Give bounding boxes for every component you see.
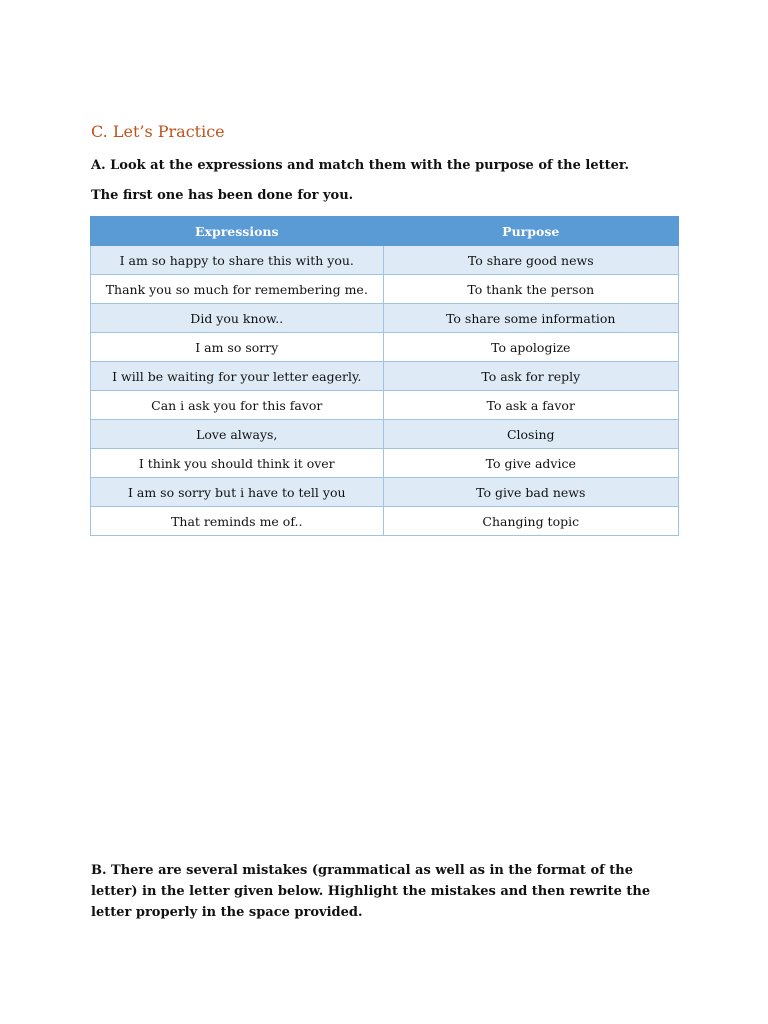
header-expressions: Expressions <box>91 217 384 246</box>
matching-table <box>90 216 679 536</box>
purpose-cell: To share good news <box>383 246 678 275</box>
expression-cell: I am so sorry <box>91 333 384 362</box>
table-row <box>91 449 679 478</box>
table-row <box>91 420 679 449</box>
purpose-cell: To thank the person <box>383 275 678 304</box>
table-row <box>91 333 679 362</box>
purpose-cell: Closing <box>383 420 678 449</box>
table-row <box>91 275 679 304</box>
section-heading: C. Let’s Practice <box>91 122 225 141</box>
expression-cell: Thank you so much for remembering me. <box>91 275 384 304</box>
table-header-row <box>91 217 679 246</box>
purpose-cell: Changing topic <box>383 507 678 536</box>
expression-cell: I will be waiting for your letter eagerly. <box>91 362 384 391</box>
table-row <box>91 246 679 275</box>
table-row <box>91 304 679 333</box>
purpose-cell: To ask for reply <box>383 362 678 391</box>
purpose-cell: To give bad news <box>383 478 678 507</box>
purpose-cell: To ask a favor <box>383 391 678 420</box>
header-purpose: Purpose <box>383 217 678 246</box>
table-row <box>91 391 679 420</box>
purpose-cell: To give advice <box>383 449 678 478</box>
expression-cell: I am so happy to share this with you. <box>91 246 384 275</box>
expression-cell: Did you know.. <box>91 304 384 333</box>
table-row <box>91 478 679 507</box>
purpose-cell: To apologize <box>383 333 678 362</box>
expression-cell: Can i ask you for this favor <box>91 391 384 420</box>
expression-cell: I am so sorry but i have to tell you <box>91 478 384 507</box>
purpose-cell: To share some information <box>383 304 678 333</box>
expression-cell: That reminds me of.. <box>91 507 384 536</box>
table-row <box>91 507 679 536</box>
table-row <box>91 362 679 391</box>
instruction-a-note: The first one has been done for you. <box>91 188 354 203</box>
expression-cell: I think you should think it over <box>91 449 384 478</box>
instruction-a: A. Look at the expressions and match them with the purpose of the letter. <box>91 158 630 173</box>
instruction-b: B. There are several mistakes (grammatical as well as in the format of the letter) in the letter given below. Highlight the mistakes and then rewrite the letter properly in the space provided. <box>91 863 651 920</box>
expression-cell: Love always, <box>91 420 384 449</box>
